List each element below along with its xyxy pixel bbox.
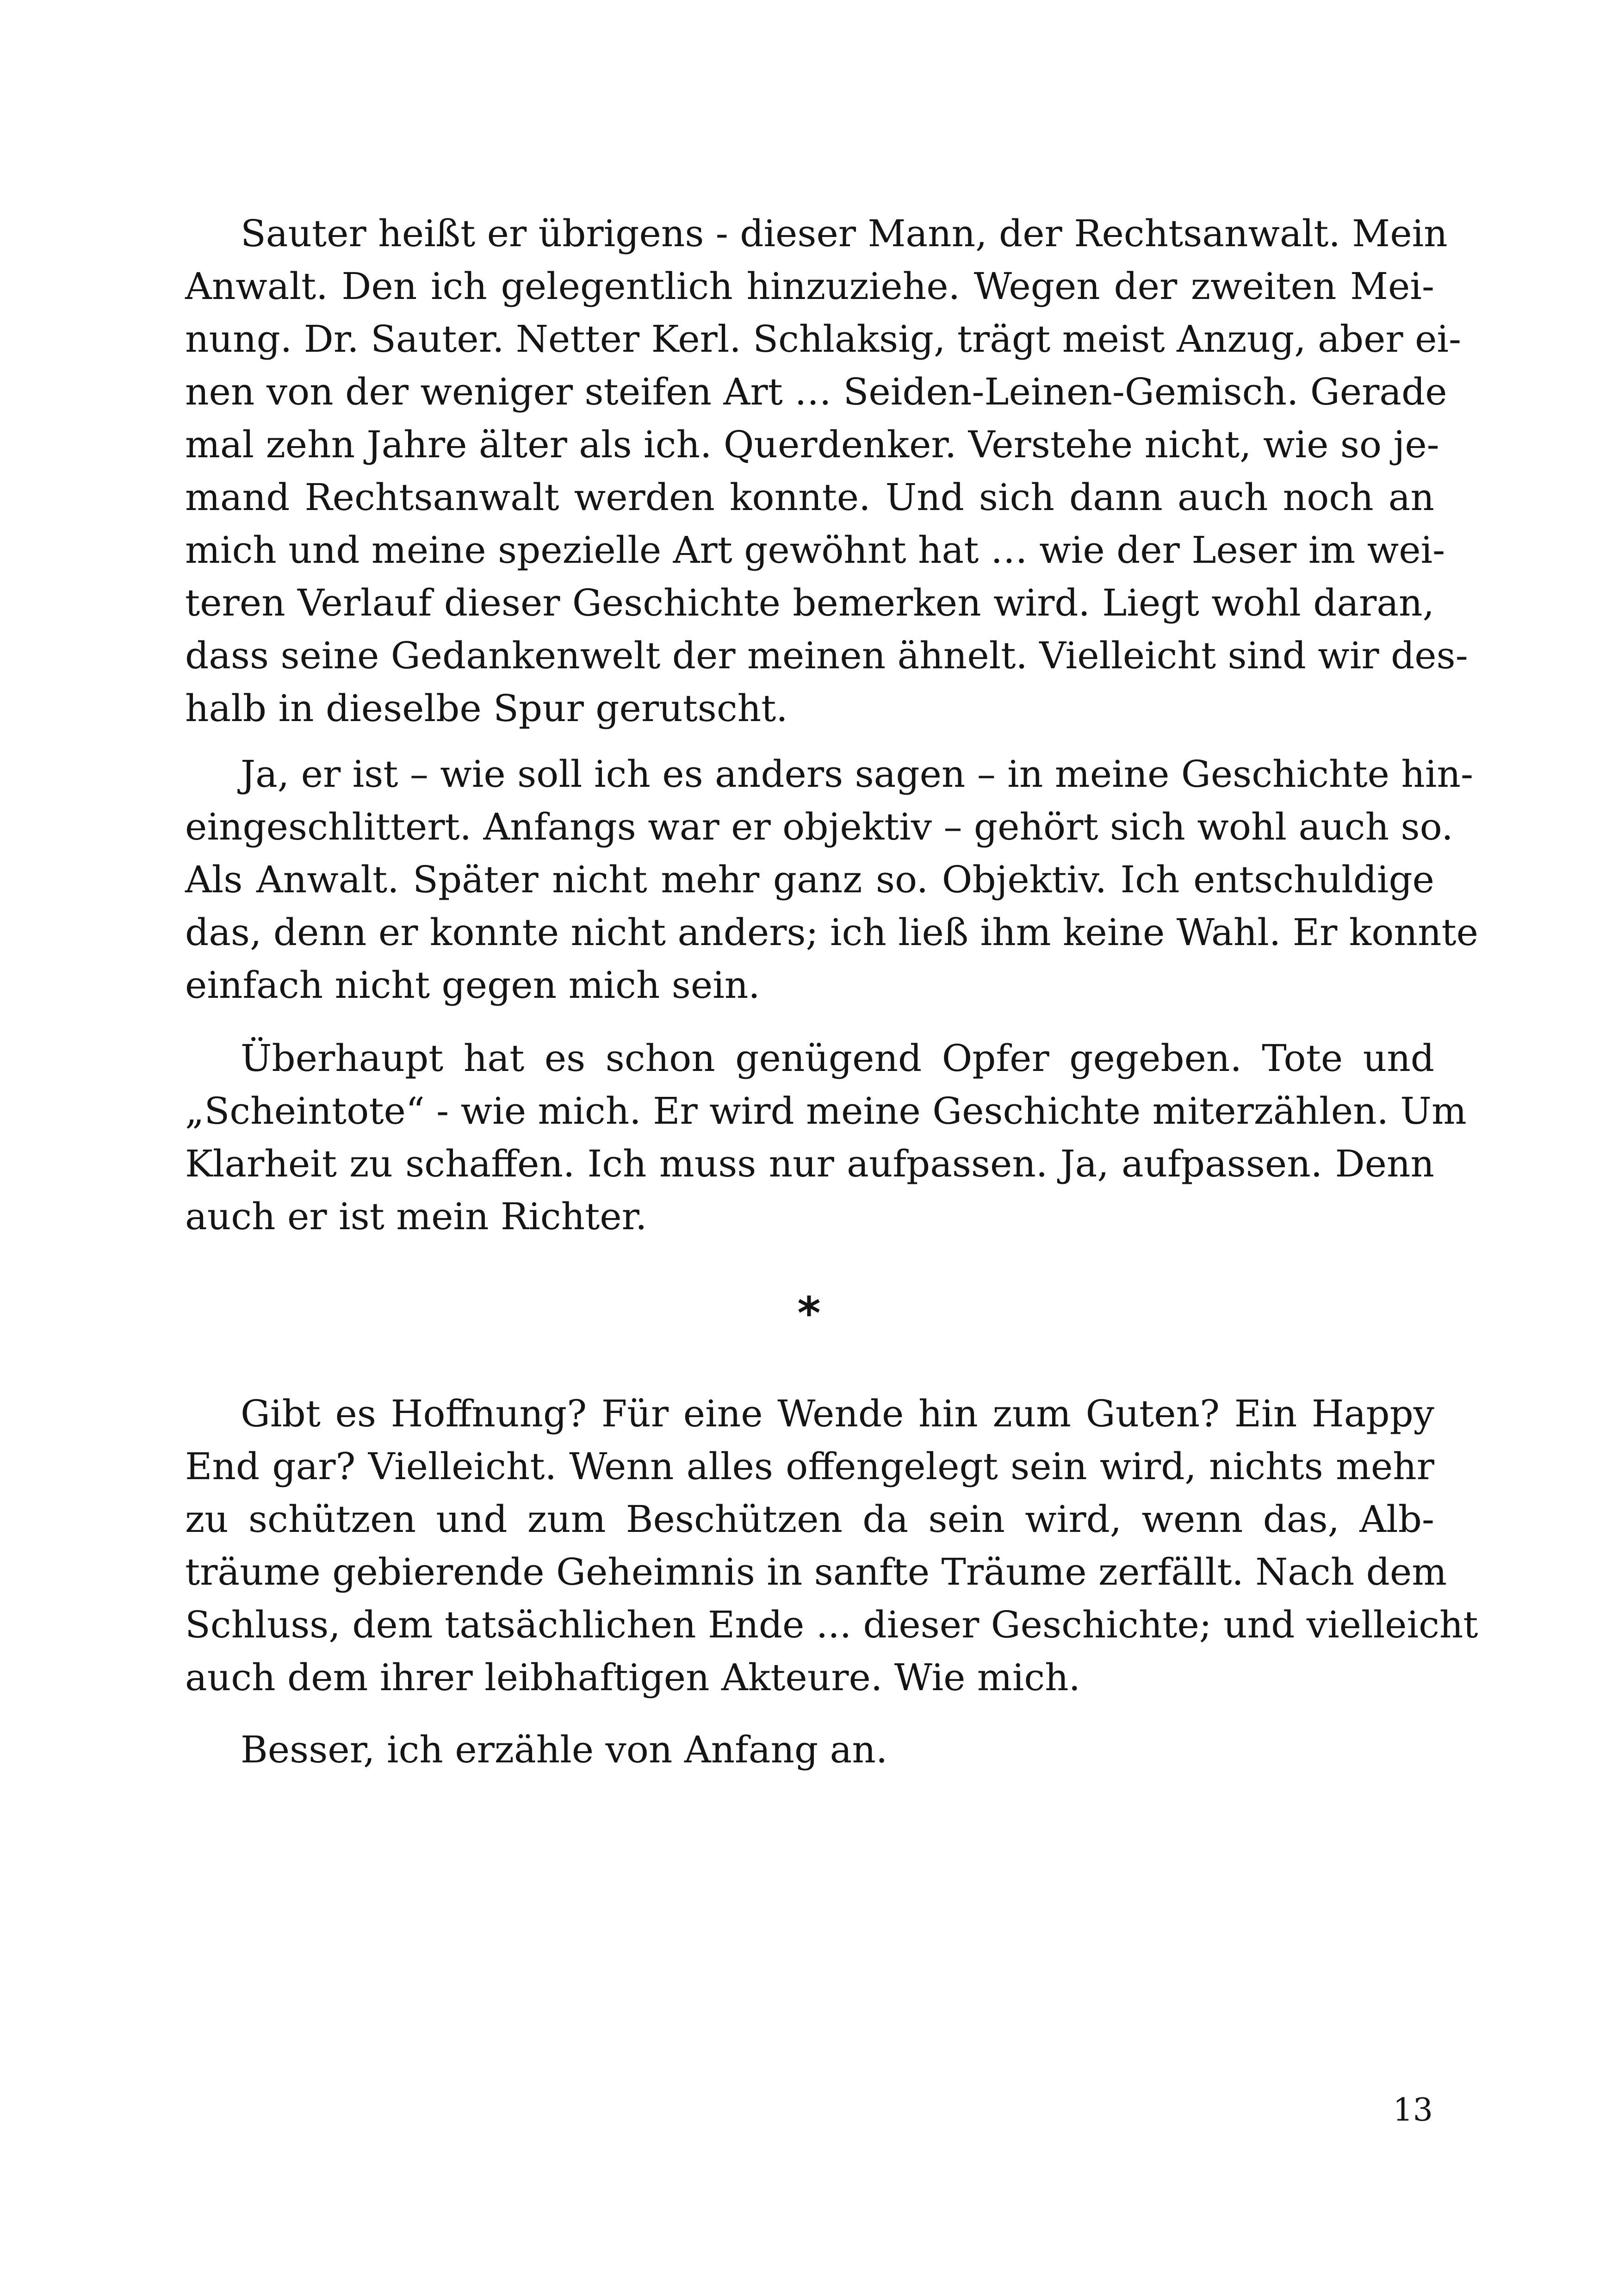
- paragraph-1: [185, 207, 1468, 735]
- text-line: das, denn er konnte nicht anders; ich ließ ihm keine Wahl. Er konnte: [185, 911, 1478, 954]
- paragraph-2: [185, 748, 1478, 1012]
- page-number: 13: [1393, 2092, 1433, 2128]
- text-line: dass seine Gedankenwelt der meinen ähnelt. Vielleicht sind wir des-: [185, 634, 1468, 677]
- text-line: Sauter heißt er übrigens - dieser Mann, der Rechtsanwalt. Mein: [241, 212, 1448, 255]
- text-line: End gar? Vielleicht. Wenn alles offengelegt sein wird, nichts mehr: [185, 1445, 1434, 1488]
- paragraph-5: [185, 1724, 1434, 1776]
- text-line: Ja, er ist – wie soll ich es anders sagen – in meine Geschichte hin-: [241, 753, 1474, 796]
- text-line: Anwalt. Den ich gelegentlich hinzuziehe. Wegen der zweiten Mei-: [185, 265, 1434, 308]
- text-line: zu schützen und zum Beschützen da sein wird, wenn das, Alb-: [185, 1498, 1434, 1541]
- paragraph-3: [185, 1032, 1467, 1243]
- text-line: mal zehn Jahre älter als ich. Querdenker. Verstehe nicht, wie so je-: [185, 423, 1439, 466]
- section-separator: *: [797, 1288, 821, 1339]
- text-line: Schluss, dem tatsächlichen Ende ... dieser Geschichte; und vielleicht: [185, 1603, 1478, 1646]
- text-line: mand Rechtsanwalt werden konnte. Und sich dann auch noch an: [185, 476, 1434, 519]
- text-line: auch er ist mein Richter.: [185, 1195, 647, 1238]
- text-line: „Scheintote“ - wie mich. Er wird meine Geschichte miterzählen. Um: [185, 1089, 1467, 1132]
- text-line: teren Verlauf dieser Geschichte bemerken wird. Liegt wohl daran,: [185, 581, 1434, 624]
- text-line: Überhaupt hat es schon genügend Opfer gegeben. Tote und: [241, 1037, 1434, 1080]
- text-line: eingeschlittert. Anfangs war er objektiv – gehört sich wohl auch so.: [185, 805, 1453, 848]
- text-line: halb in dieselbe Spur gerutscht.: [185, 687, 788, 730]
- text-line: mich und meine spezielle Art gewöhnt hat … wie der Leser im wei-: [185, 529, 1445, 572]
- text-line: Besser, ich erzähle von Anfang an.: [241, 1728, 888, 1771]
- text-line: Klarheit zu schaffen. Ich muss nur aufpassen. Ja, aufpassen. Denn: [185, 1142, 1434, 1185]
- paragraph-4: [185, 1388, 1478, 1704]
- text-line: auch dem ihrer leibhaftigen Akteure. Wie mich.: [185, 1656, 1081, 1699]
- text-line: Gibt es Hoffnung? Für eine Wende hin zum Guten? Ein Happy: [241, 1392, 1434, 1435]
- text-line: Als Anwalt. Später nicht mehr ganz so. Objektiv. Ich entschuldige: [185, 858, 1434, 901]
- text-line: nung. Dr. Sauter. Netter Kerl. Schlaksig, trägt meist Anzug, aber ei-: [185, 317, 1462, 361]
- text-line: einfach nicht gegen mich sein.: [185, 964, 760, 1007]
- text-line: nen von der weniger steifen Art … Seiden-Leinen-Gemisch. Gerade: [185, 370, 1447, 413]
- text-line: träume gebierende Geheimnis in sanfte Träume zerfällt. Nach dem: [185, 1550, 1447, 1593]
